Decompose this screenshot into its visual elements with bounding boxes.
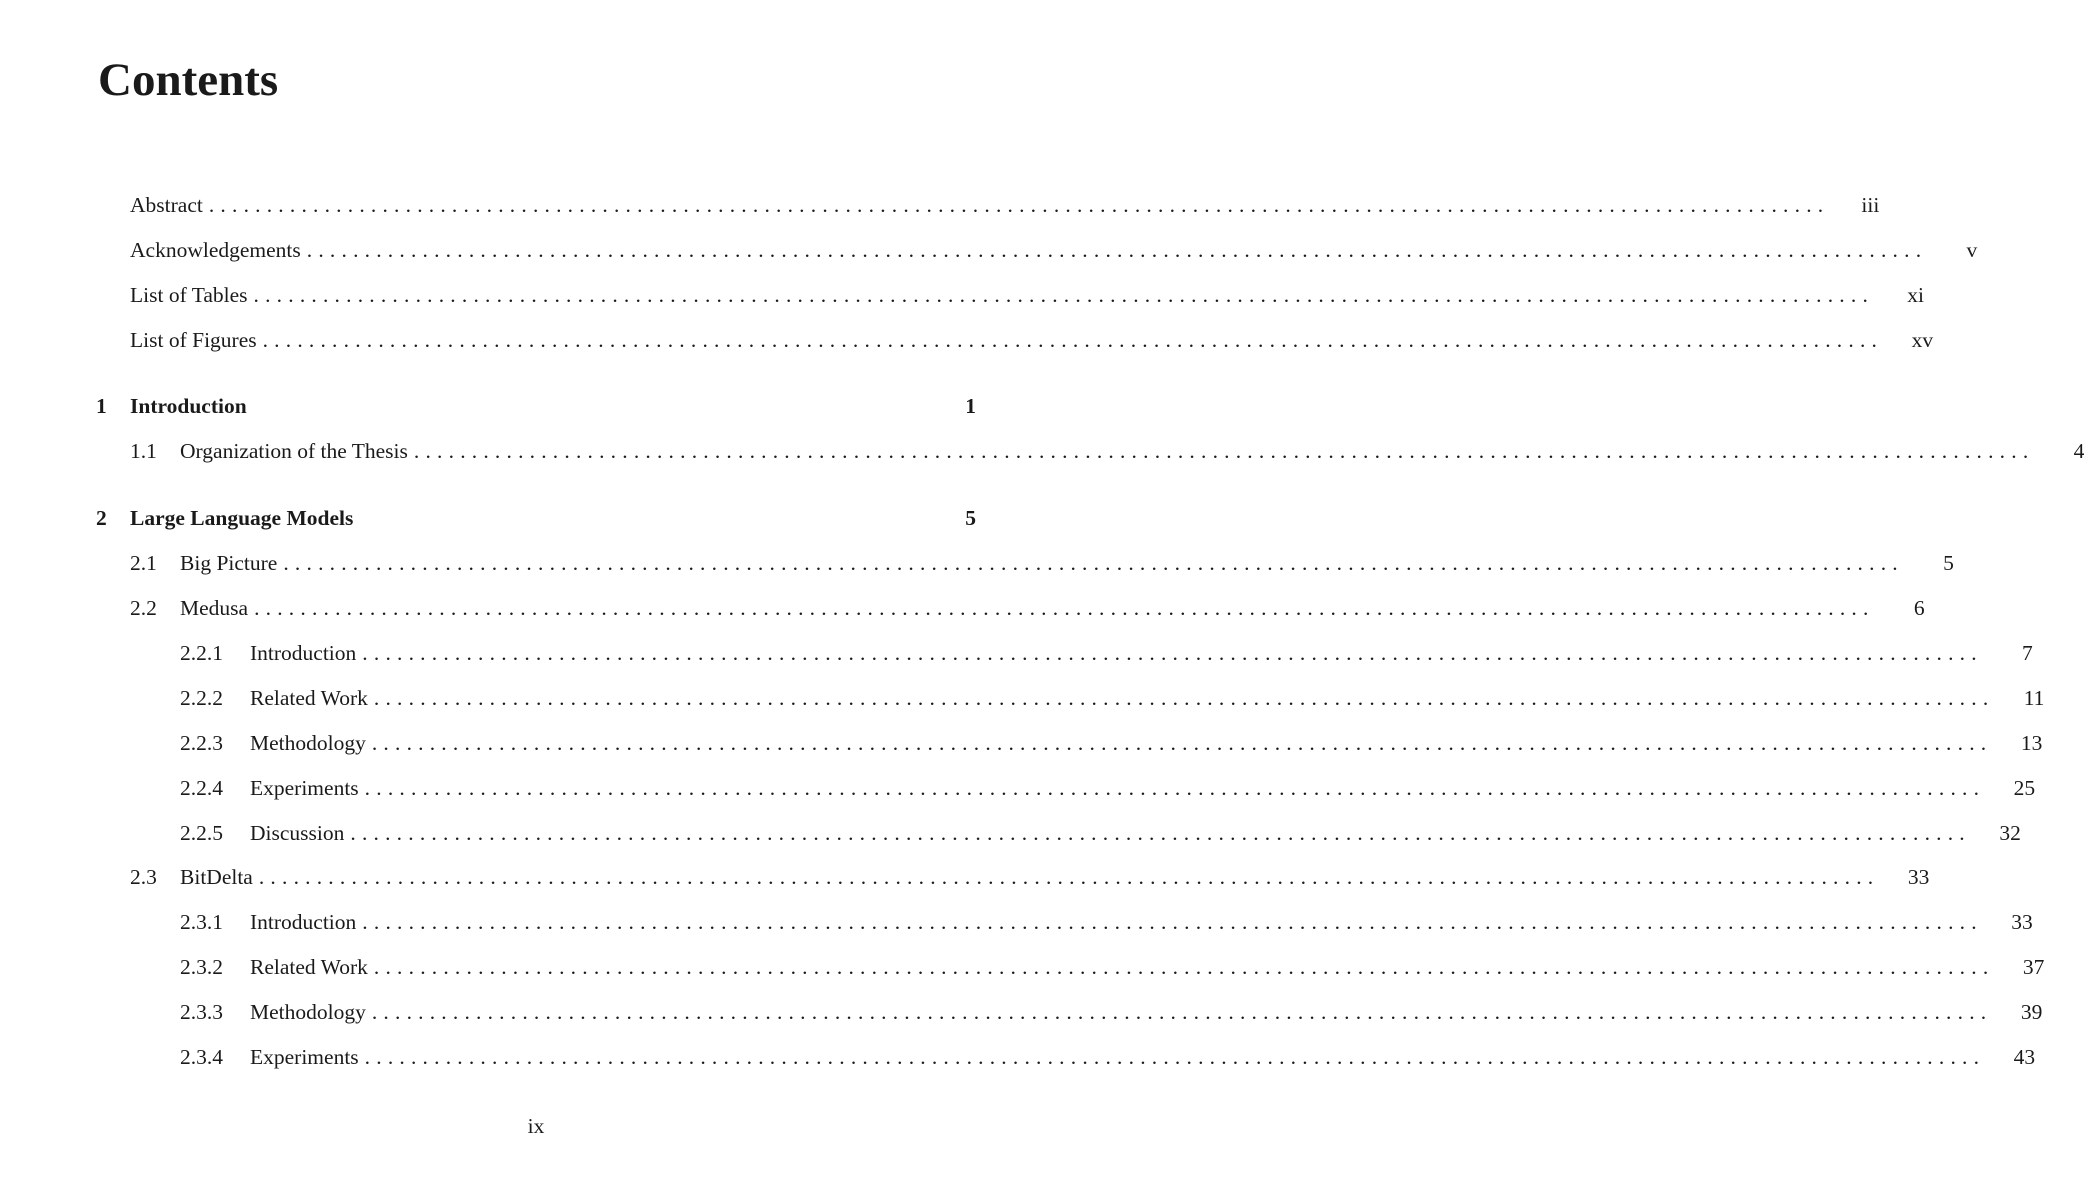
- toc-dot-leader: ............................................................................................................................................: [364, 776, 1986, 800]
- toc-dot-leader: ............................................................................................................................................: [306, 238, 1928, 262]
- toc-entry-page: 43: [2013, 1045, 2036, 1069]
- toc-entry-2-2[interactable]: [130, 596, 1925, 626]
- toc-entry-number: 2.3: [130, 865, 157, 889]
- toc-entry-label: Medusa: [180, 596, 249, 620]
- toc-entry-number: 2.2.2: [180, 686, 223, 710]
- toc-entry-page: 5: [1943, 551, 1954, 575]
- toc-entry-2-3-1[interactable]: [180, 910, 2033, 940]
- toc-entry-number: 2.3.1: [180, 910, 223, 934]
- toc-entry-number: 2.3.2: [180, 955, 223, 979]
- toc-entry-label: Experiments: [250, 776, 359, 800]
- toc-entry-page: xi: [1907, 283, 1925, 307]
- toc-entry-list-of-figures[interactable]: [130, 328, 1934, 358]
- toc-entry-page: 13: [2020, 731, 2043, 755]
- toc-entry-2-3-3[interactable]: [180, 1000, 2043, 1030]
- toc-entry-page: 32: [1999, 821, 2021, 845]
- toc-entry-number: 2.2.4: [180, 776, 223, 800]
- toc-entry-2[interactable]: [96, 506, 976, 536]
- toc-dot-leader: ............................................................................................................................................: [362, 641, 1983, 665]
- toc-dot-leader: ............................................................................................................................................: [371, 1000, 1993, 1024]
- toc-entry-label: BitDelta: [180, 865, 253, 889]
- toc-entry-page: 33: [2011, 910, 2033, 934]
- toc-entry-2-2-3[interactable]: [180, 731, 2043, 761]
- toc-entry-label: Methodology: [250, 731, 366, 755]
- toc-entry-label: Related Work: [250, 686, 368, 710]
- toc-entry-number: 2.1: [130, 551, 157, 575]
- toc-entry-page: 1: [965, 394, 976, 418]
- toc-entry-2-2-4[interactable]: [180, 776, 2036, 806]
- toc-entry-number: 2: [96, 506, 107, 530]
- toc-dot-leader: ............................................................................................................................................: [373, 955, 1995, 979]
- toc-dot-leader: ............................................................................................................................................: [253, 283, 1875, 307]
- toc-entry-label: Large Language Models: [130, 506, 354, 530]
- toc-dot-leader: ............................................................................................................................................: [262, 328, 1884, 352]
- toc-entry-list-of-tables[interactable]: [130, 283, 1925, 313]
- toc-entry-1-1[interactable]: [130, 439, 2084, 469]
- toc-entry-label: Abstract: [130, 193, 203, 217]
- toc-entry-label: Big Picture: [180, 551, 278, 575]
- toc-dot-leader: ............................................................................................................................................: [373, 686, 1995, 710]
- toc-dot-leader: ............................................................................................................................................: [208, 193, 1830, 217]
- toc-entry-acknowledgements[interactable]: [130, 238, 1978, 268]
- toc-entry-label: List of Tables: [130, 283, 248, 307]
- toc-entry-number: 1: [96, 394, 107, 418]
- toc-entry-page: xv: [1911, 328, 1934, 352]
- toc-entry-number: 1.1: [130, 439, 157, 463]
- toc-dot-leader: ............................................................................................................................................: [362, 910, 1983, 934]
- toc-entry-page: iii: [1861, 193, 1880, 217]
- toc-entry-2-3-2[interactable]: [180, 955, 2045, 985]
- toc-dot-leader: ............................................................................................................................................: [254, 596, 1875, 620]
- toc-entry-number: 2.3.3: [180, 1000, 223, 1024]
- toc-entry-page: 39: [2020, 1000, 2043, 1024]
- toc-entry-label: Introduction: [250, 910, 357, 934]
- toc-entry-2-2-5[interactable]: [180, 821, 2021, 851]
- toc-entry-page: 37: [2022, 955, 2045, 979]
- page-title: Contents: [98, 54, 279, 106]
- toc-entry-label: List of Figures: [130, 328, 257, 352]
- toc-dot-leader: ............................................................................................................................................: [371, 731, 1993, 755]
- toc-entry-2-2-1[interactable]: [180, 641, 2033, 671]
- toc-entry-1[interactable]: [96, 394, 976, 424]
- toc-entry-page: 25: [2013, 776, 2036, 800]
- toc-entry-2-3-4[interactable]: [180, 1045, 2036, 1075]
- toc-dot-leader: ............................................................................................................................................: [258, 865, 1880, 889]
- toc-dot-leader: ............................................................................................................................................: [350, 821, 1971, 845]
- toc-entry-label: Introduction: [250, 641, 357, 665]
- toc-entry-page: 33: [1907, 865, 1930, 889]
- toc-entry-page: v: [1966, 238, 1978, 262]
- toc-entry-number: 2.2: [130, 596, 157, 620]
- toc-entry-2-1[interactable]: [130, 551, 1954, 581]
- toc-entry-number: 2.3.4: [180, 1045, 223, 1069]
- toc-entry-2-2-2[interactable]: [180, 686, 2045, 716]
- toc-entry-page: 4: [2073, 439, 2084, 463]
- toc-entry-number: 2.2.1: [180, 641, 223, 665]
- toc-entry-number: 2.2.3: [180, 731, 223, 755]
- toc-entry-label: Acknowledgements: [130, 238, 301, 262]
- toc-entry-page: 7: [2022, 641, 2033, 665]
- toc-entry-label: Methodology: [250, 1000, 366, 1024]
- toc-dot-leader: ............................................................................................................................................: [364, 1045, 1986, 1069]
- toc-entry-page: 11: [2023, 686, 2045, 710]
- toc-entry-number: 2.2.5: [180, 821, 223, 845]
- toc-entry-abstract[interactable]: [130, 193, 1880, 223]
- toc-entry-label: Experiments: [250, 1045, 359, 1069]
- toc-entry-page: 6: [1913, 596, 1925, 620]
- toc-entry-page: 5: [965, 506, 976, 530]
- toc-entry-label: Related Work: [250, 955, 368, 979]
- toc-dot-leader: ............................................................................................................................................: [283, 551, 1904, 575]
- toc-entry-2-3[interactable]: [130, 865, 1930, 895]
- footer-page-number: ix: [527, 1114, 545, 1138]
- toc-dot-leader: ............................................................................................................................................: [413, 439, 2035, 463]
- toc-entry-label: Organization of the Thesis: [180, 439, 408, 463]
- toc-entry-label: Introduction: [130, 394, 247, 418]
- toc-entry-label: Discussion: [250, 821, 345, 845]
